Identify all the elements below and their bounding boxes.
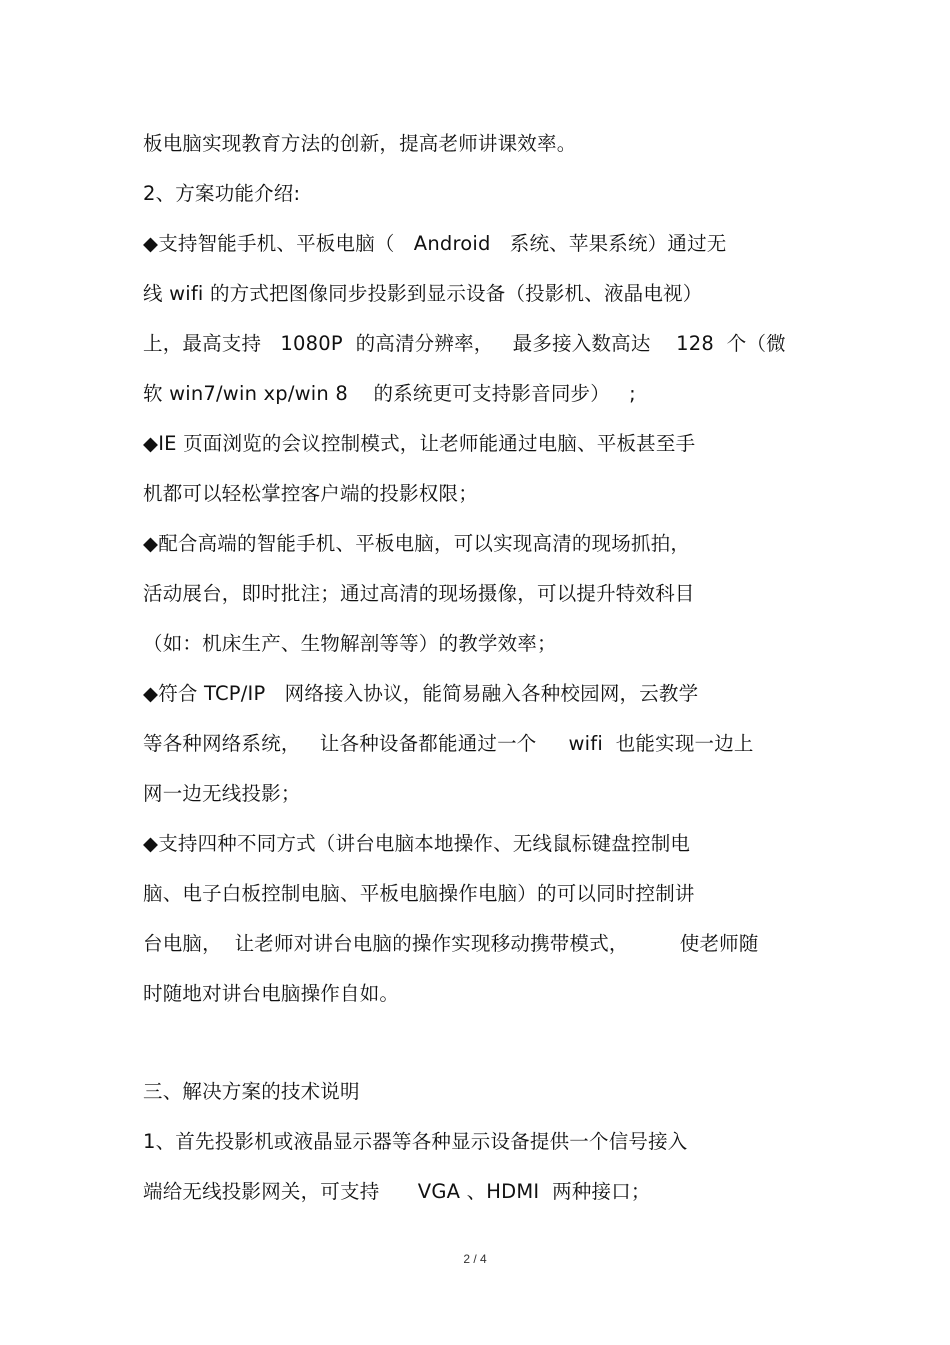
paragraph-line: 机都可以轻松掌控客户端的投影权限； [143,482,478,505]
paragraph-line: 1、首先投影机或液晶显示器等各种显示设备提供一个信号接入 [143,1130,688,1153]
paragraph-line: （如：机床生产、生物解剖等等）的教学效率； [143,632,557,655]
paragraph-line: 台电脑， 让老师对讲台电脑的操作实现移动携带模式， 使老师随 [143,932,759,955]
paragraph-line: ◆IE 页面浏览的会议控制模式，让老师能通过电脑、平板甚至手 [143,432,696,455]
paragraph-line: 时随地对讲台电脑操作自如。 [143,982,400,1005]
paragraph-line: 端给无线投影网关，可支持 VGA 、HDMI 两种接口； [143,1180,651,1203]
paragraph-line: 板电脑实现教育方法的创新，提高老师讲课效率。 [143,132,577,155]
paragraph-line: 等各种网络系统， 让各种设备都能通过一个 wifi 也能实现一边上 [143,732,754,755]
paragraph-line: ◆支持四种不同方式（讲台电脑本地操作、无线鼠标键盘控制电 [143,832,691,855]
paragraph-line: ◆支持智能手机、平板电脑（ Android 系统、苹果系统）通过无 [143,232,727,255]
paragraph-line: 上，最高支持 1080P 的高清分辨率， 最多接入数高达 128 个（微 [143,332,786,355]
paragraph-line: ◆配合高端的智能手机、平板电脑，可以实现高清的现场抓拍， [143,532,691,555]
paragraph-line: 软 win7/win xp/win 8 的系统更可支持影音同步） ; [143,382,636,405]
section-heading: 三、解决方案的技术说明 [143,1080,360,1103]
section-heading: 2、方案功能介绍: [143,182,301,205]
paragraph-line: ◆符合 TCP/IP 网络接入协议，能简易融入各种校园网，云教学 [143,682,699,705]
page-number: 2 / 4 [463,1252,487,1266]
paragraph-line: 线 wifi 的方式把图像同步投影到显示设备（投影机、液晶电视） [143,282,703,305]
paragraph-line: 脑、电子白板控制电脑、平板电脑操作电脑）的可以同时控制讲 [143,882,695,905]
paragraph-line: 网一边无线投影； [143,782,301,805]
paragraph-line: 活动展台，即时批注；通过高清的现场摄像，可以提升特效科目 [143,582,695,605]
